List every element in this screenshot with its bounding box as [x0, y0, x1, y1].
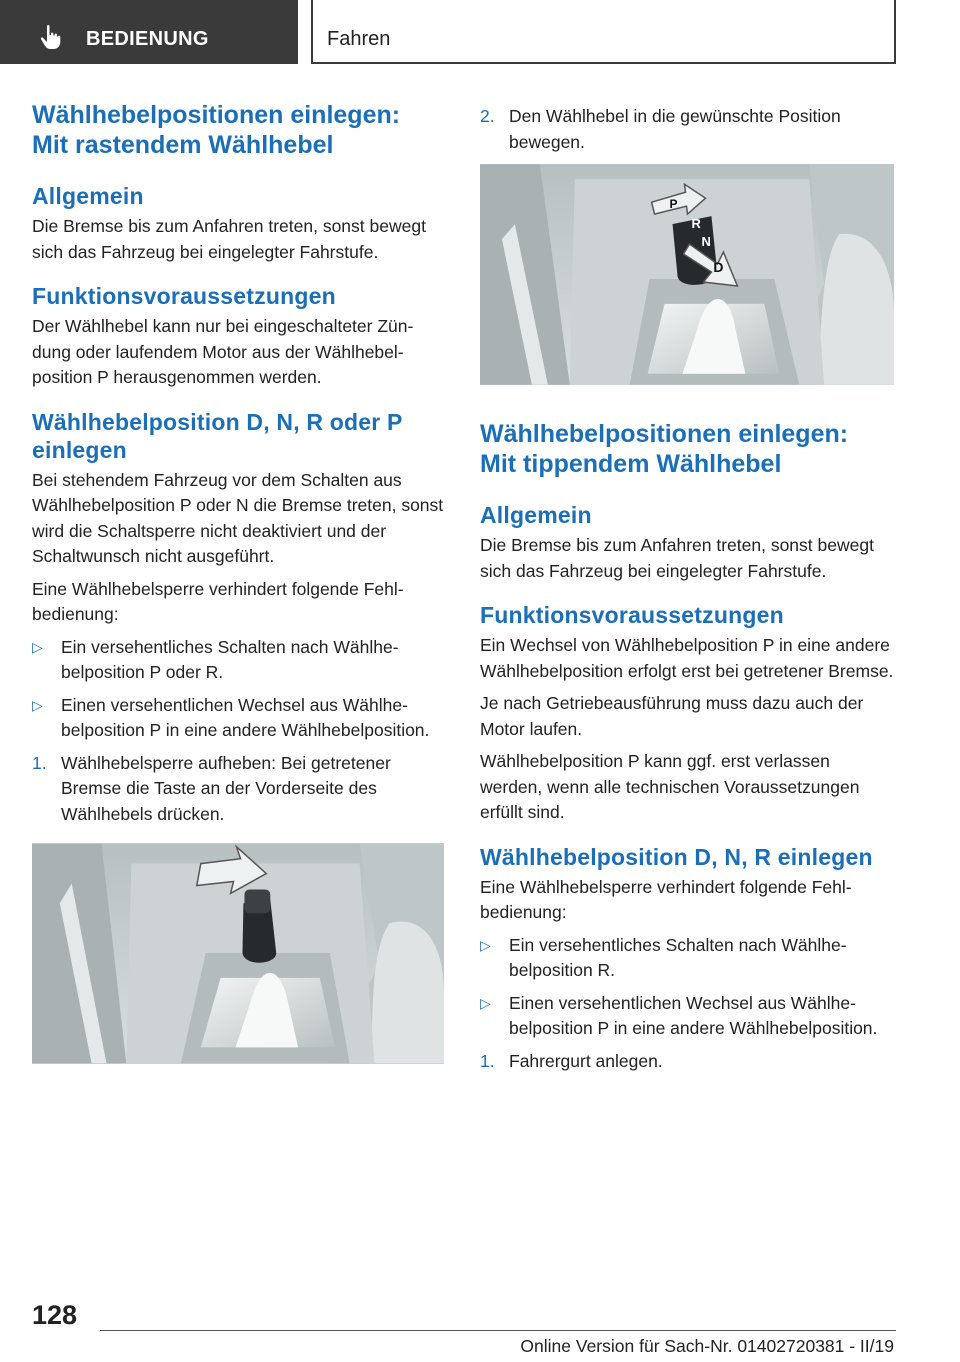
- prerequisites-heading: Funktionsvoraussetzungen: [480, 602, 784, 628]
- general-heading: Allgemein: [480, 502, 592, 528]
- section-title-detent: [32, 100, 444, 160]
- triangle-right-icon: ▷: [480, 994, 491, 1011]
- chapter-label: BEDIENUNG: [86, 28, 209, 50]
- step-number: 2.: [480, 106, 495, 126]
- list-item: ▷ Ein versehentliches Schalten nach Wählhebelposition R.: [480, 934, 847, 980]
- triangle-right-icon: ▷: [480, 936, 491, 953]
- footer-divider: [100, 1330, 896, 1331]
- prerequisites-heading: Funktionsvoraussetzungen: [32, 283, 336, 309]
- step-item: 2. Den Wählhebel in die gewünschte Position bewegen.: [480, 106, 841, 152]
- prerequisites-text: Der Wählhebel kann nur bei eingeschalteter Zündung oder laufendem Motor aus der Wählhebelposition P herausgenommen werden.: [32, 316, 414, 387]
- page-number: 128: [32, 1300, 78, 1330]
- gear-label-d: D: [713, 259, 724, 276]
- left-column: [32, 100, 444, 1064]
- gear-lever-button-illustration: [32, 843, 444, 1064]
- prerequisites-text-3: Wählhebelposition P kann ggf. erst verlassen werden, wenn alle technischen Voraussetzungen erfüllt sind.: [480, 751, 860, 822]
- prerequisites-text-1: Ein Wechsel von Wählhebelposition P in eine andere Wählhebelposition erfolgt erst bei getretener Bremse.: [480, 635, 894, 681]
- hand-pointer-icon: [38, 24, 64, 50]
- list-item: ▷ Ein versehentliches Schalten nach Wählhebelposition P oder R.: [32, 636, 399, 682]
- section-title-tip: [480, 419, 894, 479]
- section-header: [311, 0, 896, 64]
- online-version-text: Online Version für Sach-Nr. 01402720381 - II/19: [520, 1336, 894, 1356]
- general-heading: Allgemein: [32, 183, 144, 209]
- step-number: 1.: [32, 752, 47, 773]
- triangle-right-icon: ▷: [32, 638, 43, 655]
- lock-text: Eine Wählhebelsperre verhindert folgende Fehlbedienung:: [32, 578, 404, 624]
- lock-text: Eine Wählhebelsperre verhindert folgende Fehlbedienung:: [480, 876, 852, 922]
- title-line-2: Mit tippendem Wählhebel: [480, 450, 782, 478]
- section-label: Fahren: [327, 28, 391, 50]
- gear-label-p: P: [669, 197, 678, 212]
- chapter-tab[interactable]: [0, 0, 298, 64]
- list-item: ▷ Einen versehentlichen Wechsel aus Wählhebelposition P in eine andere Wählhebelposition.: [480, 992, 878, 1038]
- general-text: Die Bremse bis zum Anfahren treten, sonst bewegt sich das Fahrzeug bei eingelegter Fahrstufe.: [32, 216, 426, 262]
- general-text: Die Bremse bis zum Anfahren treten, sonst bewegt sich das Fahrzeug bei eingelegter Fahrstufe.: [480, 535, 874, 581]
- step-item: 1. Wählhebelsperre aufheben: Bei getretener Bremse die Taste an der Vorderseite des Wählhebels drücken.: [32, 752, 391, 824]
- step-item: 1. Fahrergurt anlegen.: [480, 1049, 894, 1075]
- gear-label-n: N: [701, 234, 711, 250]
- title-line-1: Wählhebelpositionen einlegen:: [32, 101, 401, 129]
- gear-label-r: R: [691, 216, 701, 232]
- title-line-1: Wählhebelpositionen einlegen:: [480, 420, 849, 448]
- title-line-2: Mit rastendem Wählhebel: [32, 131, 334, 159]
- right-column: [480, 104, 894, 1081]
- engage-heading: Wählhebelposition D, N, R oder P einlegen: [32, 408, 403, 463]
- list-item: ▷ Einen versehentlichen Wechsel aus Wählhebelposition P in eine andere Wählhebelposition.: [32, 694, 430, 740]
- engage-text: Bei stehendem Fahrzeug vor dem Schalten aus Wählhebelposition P oder N die Bremse treten, sonst wird die Schaltsperre nicht deaktiviert und der Schaltwunsch nicht ausgeführt.: [32, 469, 444, 566]
- step-number: 1.: [480, 1050, 495, 1071]
- prerequisites-text-2: Je nach Getriebeausführung muss dazu auch der Motor laufen.: [480, 693, 864, 739]
- gear-shift-positions-illustration: [480, 164, 894, 385]
- triangle-right-icon: ▷: [32, 696, 43, 713]
- engage-heading: Wählhebelposition D, N, R einlegen: [480, 843, 873, 870]
